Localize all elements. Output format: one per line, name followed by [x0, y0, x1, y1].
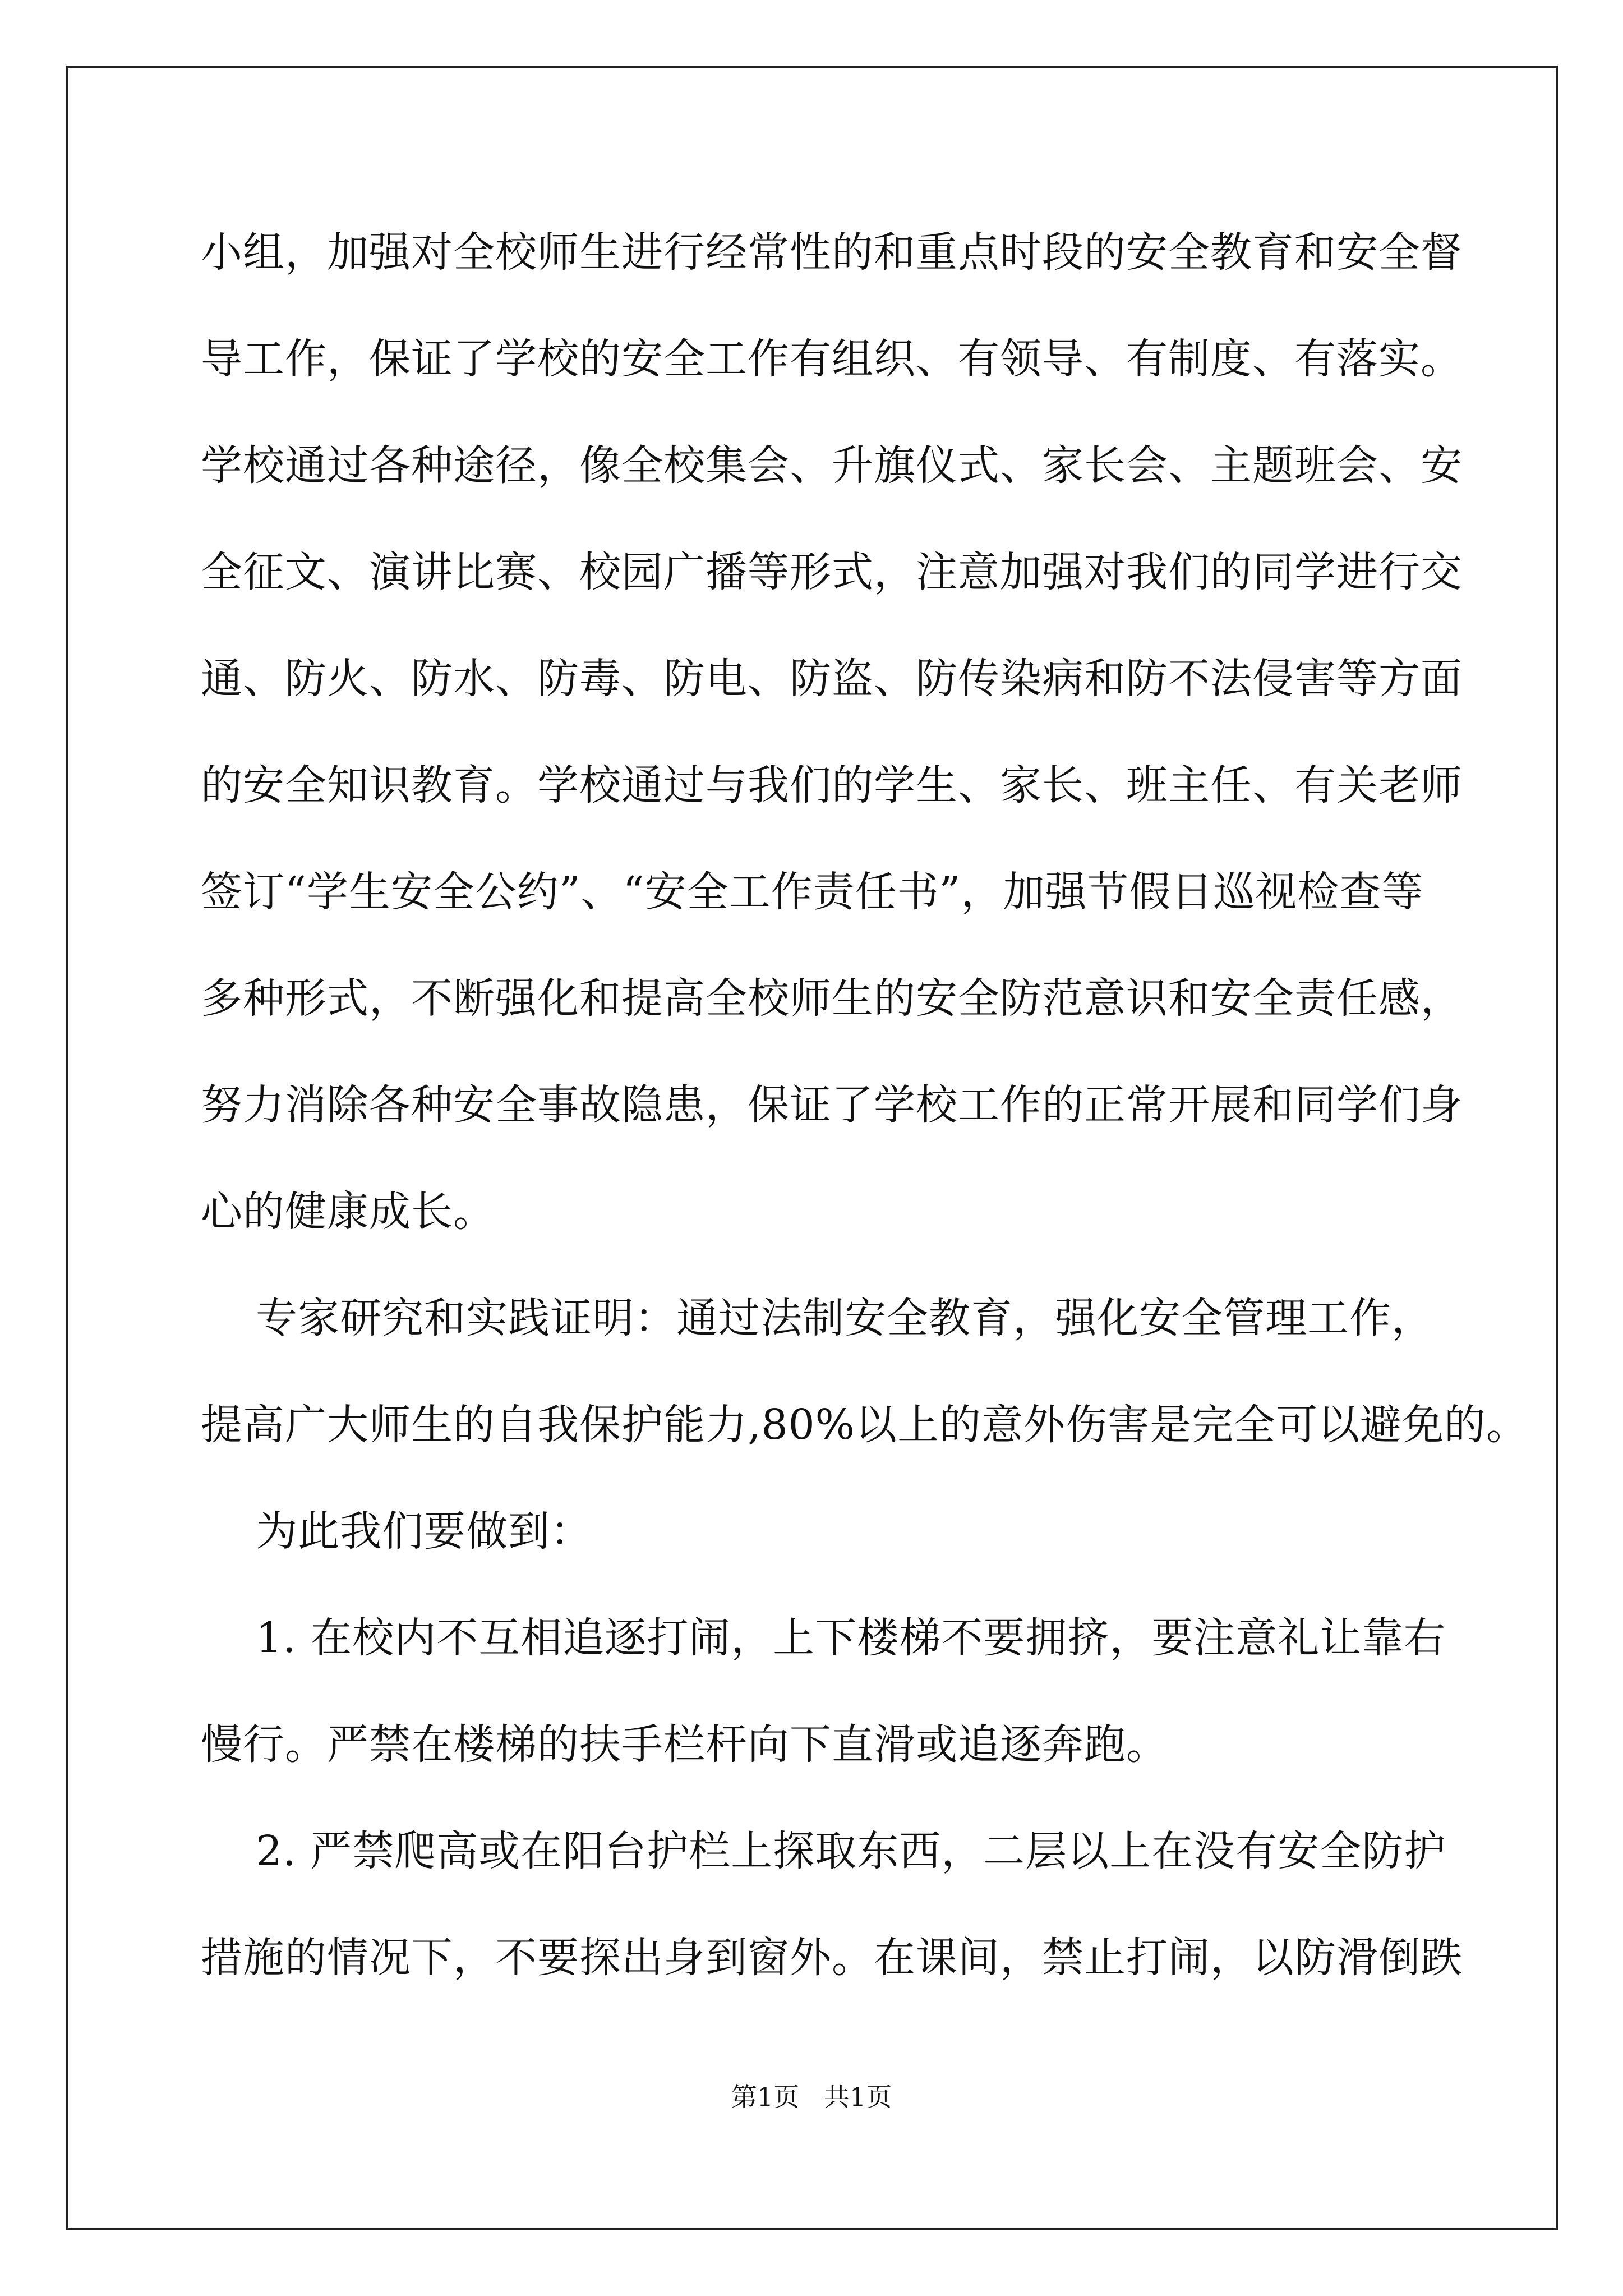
text-line: 提高广大师生的自我保护能力,80%以上的意外伤害是完全可以避免的。 — [201, 1401, 1528, 1449]
text-line: 心的健康成长。 — [201, 1188, 495, 1236]
text-line: 慢行。严禁在楼梯的扶手栏杆向下直滑或追逐奔跑。 — [201, 1720, 1168, 1769]
text-line: 的安全知识教育。学校通过与我们的学生、家长、班主任、有关老师 — [201, 761, 1463, 809]
text-line: 专家研究和实践证明：通过法制安全教育，强化安全管理工作， — [201, 1294, 1434, 1342]
text-line: 1. 在校内不互相追逐打闹，上下楼梯不要拥挤，要注意礼让靠右 — [201, 1614, 1446, 1662]
text-line: 导工作，保证了学校的安全工作有组织、有领导、有制度、有落实。 — [201, 335, 1463, 383]
text-line: 为此我们要做到： — [201, 1507, 593, 1556]
text-line: 签订“学生安全公约”、“安全工作责任书”，加强节假日巡视检查等 — [201, 868, 1424, 916]
document-body — [201, 215, 1528, 2027]
text-line: 努力消除各种安全事故隐患，保证了学校工作的正常开展和同学们身 — [201, 1081, 1463, 1129]
text-line: 多种形式，不断强化和提高全校师生的安全防范意识和安全责任感， — [201, 974, 1463, 1023]
text-line: 2. 严禁爬高或在阳台护栏上探取东西，二层以上在没有安全防护 — [201, 1827, 1446, 1875]
text-line: 通、防火、防水、防毒、防电、防盗、防传染病和防不法侵害等方面 — [201, 655, 1463, 703]
text-line: 小组，加强对全校师生进行经常性的和重点时段的安全教育和安全督 — [201, 228, 1463, 277]
page-footer: 第1页 共1页 — [731, 2082, 892, 2112]
text-line: 学校通过各种途径，像全校集会、升旗仪式、家长会、主题班会、安 — [201, 441, 1463, 490]
text-line: 措施的情况下，不要探出身到窗外。在课间，禁止打闹，以防滑倒跌 — [201, 1934, 1463, 1982]
text-line: 全征文、演讲比赛、校园广播等形式，注意加强对我们的同学进行交 — [201, 548, 1463, 596]
